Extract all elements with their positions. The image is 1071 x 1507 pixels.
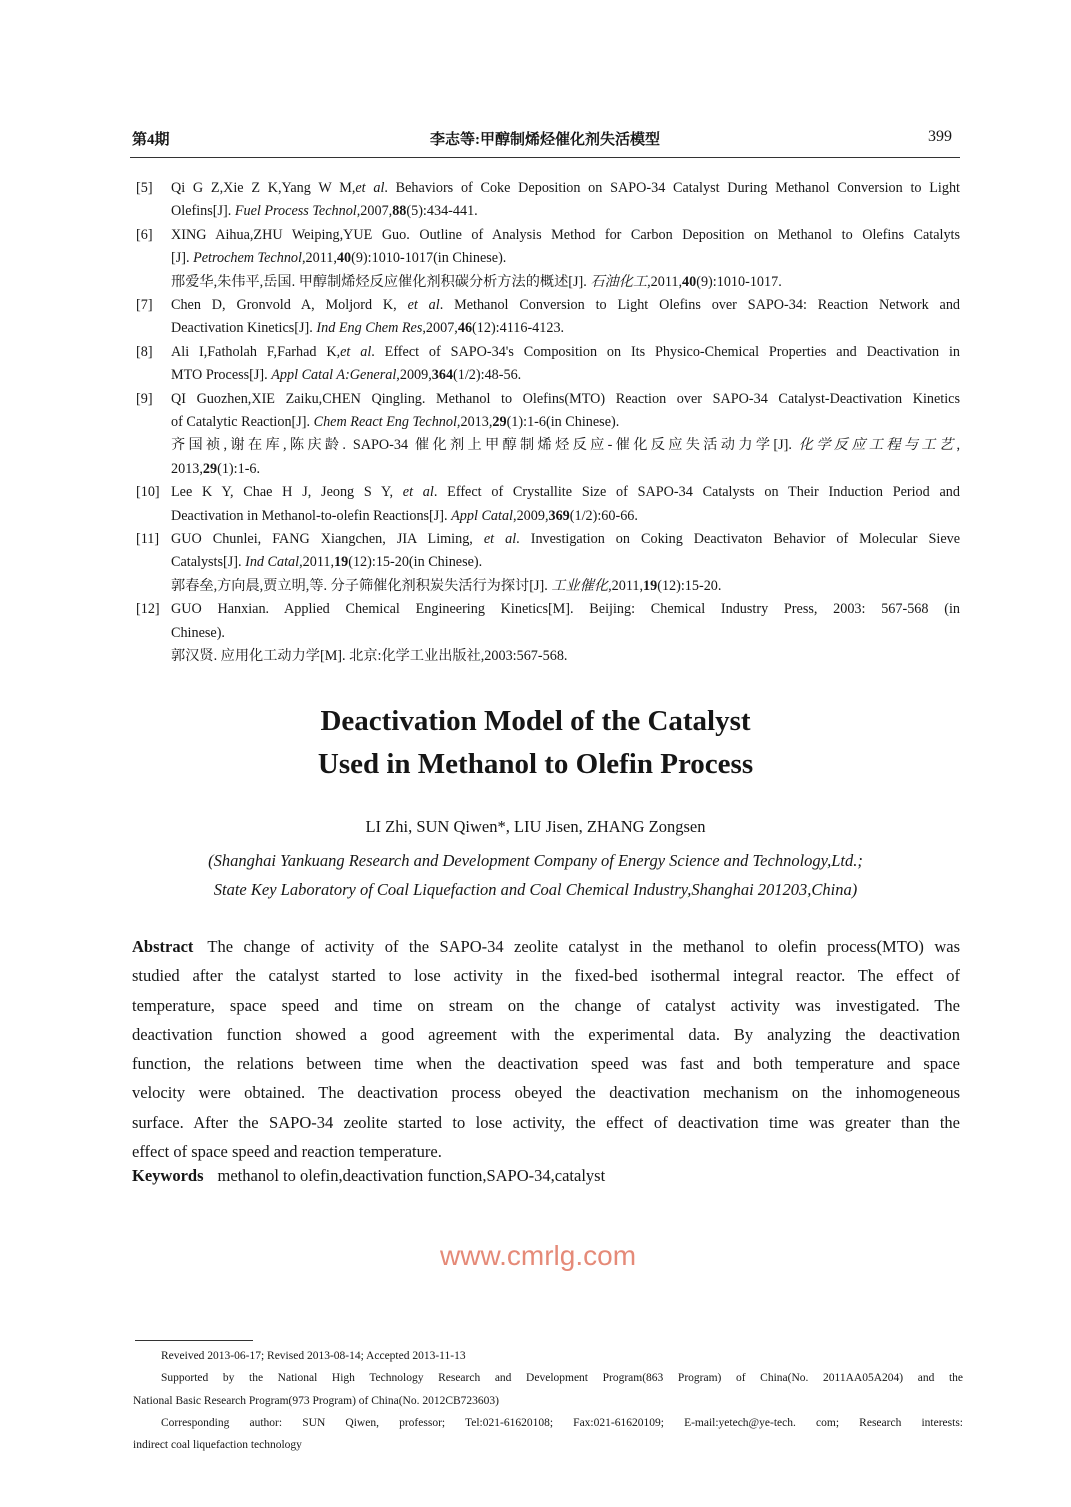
abstract	[132, 932, 960, 1166]
funding-note-cont: National Basic Research Program(973 Program) of China(No. 2012CB723603)	[133, 1394, 500, 1407]
reference-text: ,2011,	[301, 250, 337, 267]
reference-line	[171, 317, 960, 340]
journal-name: Chem React Eng Technol	[313, 413, 457, 430]
reference-text: [J].	[171, 250, 194, 267]
reference-line	[171, 224, 960, 247]
volume-number: 29	[492, 413, 507, 430]
reference-number: [11]	[136, 530, 160, 547]
journal-name: et al	[340, 343, 372, 360]
abstract-text: effect of space speed and reaction temperature.	[132, 1142, 442, 1162]
affiliation-line: (Shanghai Yankuang Research and Development Company of Energy Science and Technology,Ltd.;	[208, 851, 863, 870]
reference-item	[136, 224, 960, 294]
abstract-line	[132, 991, 960, 1020]
abstract-line	[132, 1020, 960, 1049]
volume-number: 88	[392, 203, 407, 220]
affiliation	[0, 846, 1071, 904]
reference-number: [10]	[136, 484, 160, 501]
reference-text: 齐国祯,谢在库,陈庆龄. SAPO-34 催化剂上甲醇制烯烃反应-催化反应失活动力学[J].	[171, 437, 799, 454]
corresponding-author-cont: indirect coal liquefaction technology	[133, 1439, 302, 1452]
header-rule	[130, 157, 960, 158]
title-line: Used in Methanol to Olefin Process	[317, 748, 754, 780]
keywords-label: Keywords	[132, 1166, 204, 1185]
abstract-line	[132, 1049, 960, 1078]
reference-line	[171, 388, 960, 411]
journal-name: Petrochem Technol	[193, 250, 302, 267]
abstract-text: temperature, space speed and time on stream on the change of catalyst activity was investigated. The	[132, 995, 960, 1015]
running-title: 李志等:甲醇制烯烃催化剂失活模型	[430, 132, 660, 148]
volume-number: 364	[431, 367, 454, 384]
footnote-rule	[135, 1340, 253, 1341]
journal-name: Ind Catal	[245, 554, 300, 571]
watermark: www.cmrlg.com	[440, 1240, 637, 1271]
abstract-text: deactivation function showed a good agreement with the experimental data. By analyzing the deactivation	[132, 1024, 960, 1044]
reference-text: Ali I,Fatholah F,Farhad K,	[171, 343, 341, 360]
abstract-text: studied after the catalyst started to lose activity in the fixed-bed isothermal integral reactor. The effect of	[132, 966, 960, 986]
reference-line	[171, 364, 960, 387]
abstract-text: function, the relations between time when the deactivation speed was fast and both temperature and space	[132, 1054, 960, 1074]
reference-number: [9]	[136, 390, 153, 407]
reference-text: Deactivation Kinetics[J].	[171, 320, 317, 337]
abstract-label: Abstract	[132, 937, 194, 956]
reference-text: Lee K Y, Chae H J, Jeong S Y,	[171, 484, 403, 501]
reference-text: GUO Hanxian. Applied Chemical Engineering Kinetics[M]. Beijing: Chemical Industry Press, 2003: 567-568 (in	[171, 601, 960, 618]
corresponding-author: Corresponding author: SUN Qiwen, professor; Tel:021-61620108; Fax:021-61620109; E-mail:yetech@ye-tech. com; Research interests:	[161, 1416, 963, 1429]
abstract-line	[132, 1078, 960, 1107]
reference-line	[171, 505, 960, 528]
abstract-text: surface. After the SAPO-34 zeolite started to lose activity, the effect of deactivation time was greater than the	[132, 1112, 960, 1132]
reference-text: ,2011,	[608, 577, 644, 594]
reference-item	[136, 177, 960, 224]
abstract-line	[132, 1108, 960, 1137]
abstract-line	[132, 932, 960, 961]
reference-text: ,2007,	[356, 203, 393, 220]
reference-text: 邢爱华,朱伟平,岳国. 甲醇制烯烃反应催化剂积碳分析方法的概述[J].	[171, 273, 591, 290]
reference-text: ,2011,	[299, 554, 335, 571]
volume-number: 19	[334, 554, 349, 571]
reference-line	[171, 247, 960, 270]
reference-text: (1):1-6.	[217, 460, 261, 477]
reference-text: Olefins[J].	[171, 203, 235, 220]
reference-text: (9):1010-1017.	[696, 273, 782, 290]
reference-text: . Effect of SAPO-34's Composition on Its Physico-Chemical Properties and Deactivation in	[371, 343, 960, 360]
reference-text: (1/2):48-56.	[453, 367, 522, 384]
reference-text: (1/2):60-66.	[569, 507, 638, 524]
keywords-text: methanol to olefin,deactivation function,SAPO-34,catalyst	[217, 1166, 606, 1185]
abstract-line	[132, 961, 960, 990]
reference-text: ,2009,	[396, 367, 432, 384]
reference-text: Catalysts[J].	[171, 554, 246, 571]
volume-number: 369	[548, 507, 570, 524]
reference-text: Qi G Z,Xie Z K,Yang W M,	[171, 180, 356, 196]
reference-text: ,2009,	[513, 507, 549, 524]
reference-list	[136, 177, 960, 668]
reference-number: [8]	[136, 343, 153, 360]
reference-item	[136, 528, 960, 598]
title-line: Deactivation Model of the Catalyst	[320, 705, 751, 737]
reference-line	[171, 528, 960, 551]
reference-line	[171, 645, 960, 668]
reference-text: Deactivation in Methanol-to-olefin Reactions[J].	[171, 507, 452, 524]
journal-name: et al	[402, 484, 434, 501]
reference-text: . Behaviors of Coke Deposition on SAPO-34 Catalyst During Methanol Conversion to Light	[384, 180, 960, 196]
reference-number: [6]	[136, 226, 153, 243]
reference-number: [7]	[136, 297, 153, 313]
reference-text: 郭汉贤. 应用化工动力学[M]. 北京:化学工业出版社,2003:567-568.	[171, 647, 568, 664]
reference-line	[171, 622, 960, 645]
reference-text: (12):15-20(in Chinese).	[348, 554, 483, 571]
reference-item	[136, 341, 960, 388]
reference-text: (12):4116-4123.	[472, 320, 565, 337]
journal-name: et al	[355, 180, 385, 196]
reference-text: ,2011,	[647, 273, 683, 290]
reference-text: Chinese).	[171, 624, 225, 641]
reference-text: 2013,	[171, 460, 203, 477]
footnotes	[133, 1345, 963, 1456]
affiliation-line: State Key Laboratory of Coal Liquefaction and Coal Chemical Industry,Shanghai 201203,China)	[213, 880, 858, 899]
author-list: LI Zhi, SUN Qiwen*, LIU Jisen, ZHANG Zongsen	[365, 817, 706, 836]
journal-name: 石油化工	[590, 273, 648, 290]
reference-text: (1):1-6(in Chinese).	[506, 413, 620, 430]
running-header	[130, 128, 960, 152]
funding-note: Supported by the National High Technology Research and Development Program(863 Program) of China(No. 2011AA05A204) and the	[161, 1372, 963, 1385]
article-title	[0, 700, 1071, 786]
reference-text: Chen D, Gronvold A, Moljord K,	[171, 297, 408, 313]
reference-text: . Effect of Crystallite Size of SAPO-34 Catalysts on Their Induction Period and	[433, 484, 960, 501]
reference-line	[171, 434, 960, 457]
reference-text: . Methanol Conversion to Light Olefins over SAPO-34: Reaction Network and	[439, 297, 960, 313]
reference-item	[136, 294, 960, 341]
reference-line	[171, 200, 960, 223]
volume-number: 40	[682, 273, 697, 290]
journal-name: Ind Eng Chem Res	[316, 320, 423, 337]
reference-line	[171, 458, 960, 481]
reference-number: [5]	[136, 180, 153, 196]
reference-line	[171, 551, 960, 574]
volume-number: 29	[202, 460, 218, 477]
reference-text: MTO Process[J].	[171, 367, 272, 384]
reference-text: QI Guozhen,XIE Zaiku,CHEN Qingling. Methanol to Olefins(MTO) Reaction over SAPO-34 Catalyst-Deactivation Kinetics	[171, 390, 960, 407]
reference-text: GUO Chunlei, FANG Xiangchen, JIA Liming,	[171, 530, 484, 547]
page-number: 399	[928, 128, 952, 145]
reference-text: of Catalytic Reaction[J].	[171, 413, 314, 430]
reference-number: [12]	[136, 601, 160, 618]
keywords	[132, 1166, 605, 1186]
issue-number: 第4期	[132, 132, 170, 148]
received-dates: Reveived 2013-06-17; Revised 2013-08-14; Accepted 2013-11-13	[161, 1350, 466, 1362]
abstract-line	[132, 1137, 960, 1166]
reference-line	[171, 575, 960, 598]
journal-name: et al	[483, 530, 517, 547]
reference-text: (5):434-441.	[406, 203, 478, 220]
reference-line	[171, 294, 960, 317]
reference-line	[171, 598, 960, 621]
reference-text: XING Aihua,ZHU Weiping,YUE Guo. Outline of Analysis Method for Carbon Deposition on Methanol to Olefins Catalyts	[171, 226, 960, 243]
journal-name: Appl Catal A:General	[271, 367, 397, 384]
reference-line	[171, 341, 960, 364]
journal-name: 工业催化	[551, 577, 609, 594]
reference-text: ,2007,	[422, 320, 458, 337]
reference-line	[171, 271, 960, 294]
reference-item	[136, 481, 960, 528]
abstract-text: velocity were obtained. The deactivation process obeyed the deactivation mechanism on the inhomogeneous	[132, 1083, 960, 1103]
reference-text: ,	[956, 437, 960, 454]
journal-name: Appl Catal	[451, 507, 514, 524]
volume-number: 40	[336, 250, 352, 267]
volume-number: 46	[457, 320, 473, 337]
journal-name: 化学反应工程与工艺	[798, 437, 957, 454]
reference-text: . Investigation on Coking Deactivaton Behavior of Molecular Sieve	[516, 530, 960, 547]
journal-name: Fuel Process Technol	[234, 203, 357, 220]
reference-line	[171, 481, 960, 504]
reference-text: (12):15-20.	[657, 577, 722, 594]
reference-line	[171, 411, 960, 434]
reference-item	[136, 598, 960, 668]
volume-number: 19	[643, 577, 658, 594]
reference-text: 郭春垒,方向晨,贾立明,等. 分子筛催化剂积炭失活行为探讨[J].	[171, 577, 552, 594]
journal-name: et al	[407, 297, 440, 313]
reference-item	[136, 388, 960, 482]
abstract-text: The change of activity of the SAPO-34 zeolite catalyst in the methanol to olefin process(MTO) was	[207, 937, 960, 956]
reference-line	[171, 177, 960, 200]
reference-text: (9):1010-1017(in Chinese).	[351, 250, 507, 267]
reference-text: ,2013,	[456, 413, 493, 430]
